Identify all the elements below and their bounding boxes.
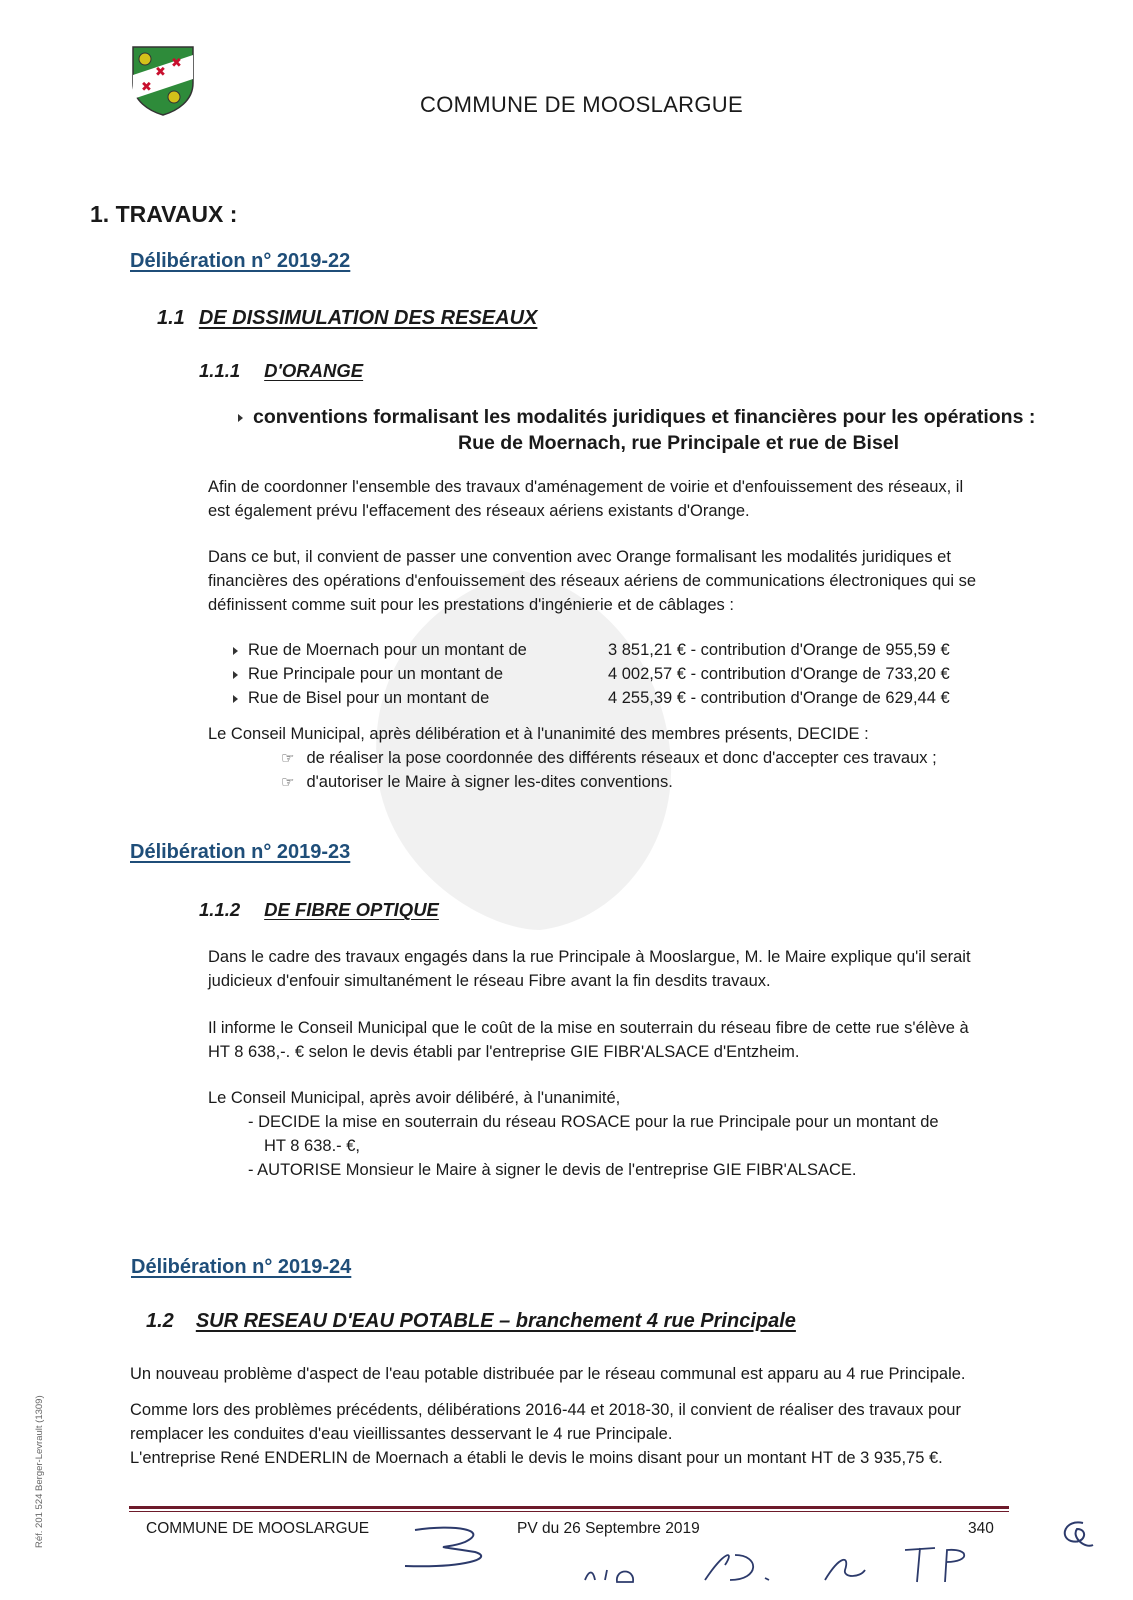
paragraph-line: HT 8 638,-. € selon le devis établi par l'entreprise GIE FIBR'ALSACE d'Entzheim. bbox=[208, 1043, 800, 1061]
paragraph-line: Dans le cadre des travaux engagés dans la rue Principale à Mooslargue, M. le Maire explique qu'il serait bbox=[208, 948, 971, 966]
paragraph-line: judicieux d'enfouir simultanément le réseau Fibre avant la fin desdits travaux. bbox=[208, 972, 771, 990]
decision-intro: Le Conseil Municipal, après avoir délibéré, à l'unanimité, bbox=[208, 1089, 621, 1107]
handwritten-initial-signature bbox=[395, 1522, 505, 1572]
svg-text:✖: ✖ bbox=[141, 80, 152, 95]
pointing-hand-icon: ☞ bbox=[281, 774, 295, 791]
paragraph-line: Afin de coordonner l'ensemble des travaux d'aménagement de voirie et d'enfouissement des réseaux, il bbox=[208, 478, 964, 496]
street-amount-row: Rue de Bisel pour un montant de 4 255,39 € - contribution d'Orange de 629,44 € bbox=[233, 686, 950, 710]
paragraph-line: définissent comme suit pour les prestations d'ingénierie et de câblages : bbox=[208, 596, 734, 614]
street-amount-row: Rue Principale pour un montant de 4 002,57 € - contribution d'Orange de 733,20 € bbox=[233, 662, 950, 686]
footer-pv-date: PV du 26 Septembre 2019 bbox=[517, 1520, 700, 1537]
subsection-number: 1.1 bbox=[157, 307, 185, 329]
side-reference-code: Réf. 201 524 Berger-Levrault (1309) bbox=[34, 1395, 45, 1548]
decision-item: - AUTORISE Monsieur le Maire à signer le devis de l'entreprise GIE FIBR'ALSACE. bbox=[248, 1161, 857, 1179]
footer-commune: COMMUNE DE MOOSLARGUE bbox=[146, 1520, 370, 1537]
subsection-number: 1.1.1 bbox=[199, 360, 241, 381]
footer-divider-thin bbox=[129, 1511, 1009, 1512]
footer-divider bbox=[129, 1506, 1009, 1509]
handwritten-initials-row bbox=[575, 1540, 1015, 1590]
subsection-label: SUR RESEAU D'EAU POTABLE – branchement 4 rue Principale bbox=[195, 1310, 796, 1332]
paragraph-line: est également prévu l'effacement des réseaux aériens existants d'Orange. bbox=[208, 502, 750, 520]
triangle-bullet-icon bbox=[233, 647, 238, 655]
paragraph-line: remplacer les conduites d'eau vieillissantes desservant le 4 rue Principale. bbox=[130, 1425, 673, 1443]
svg-text:✖: ✖ bbox=[171, 56, 182, 71]
subsection-1-1-2-heading bbox=[199, 899, 439, 921]
decision-item: ☞ d'autoriser le Maire à signer les-dites conventions. bbox=[281, 773, 673, 791]
triangle-bullet-icon bbox=[238, 414, 243, 422]
subsection-1-1-heading bbox=[157, 307, 537, 330]
paragraph-line: financières des opérations d'enfouissement des réseaux aériens de communications électroniques qui se bbox=[208, 572, 977, 590]
triangle-bullet-icon bbox=[233, 671, 238, 679]
subsection-1-2-heading bbox=[146, 1310, 796, 1333]
subsection-number: 1.2 bbox=[146, 1310, 174, 1332]
paragraph-line: Il informe le Conseil Municipal que le coût de la mise en souterrain du réseau fibre de cette rue s'élève à bbox=[208, 1019, 969, 1037]
decision-intro: Le Conseil Municipal, après délibération et à l'unanimité des membres présents, DECIDE : bbox=[208, 725, 869, 743]
decision-item: ☞ de réaliser la pose coordonnée des différents réseaux et donc d'accepter ces travaux ; bbox=[281, 749, 937, 767]
deliberation-2019-23-title: Délibération n° 2019-23 bbox=[130, 841, 351, 863]
footer-page-number: 340 bbox=[968, 1520, 994, 1537]
decision-item-continued: HT 8 638.- €, bbox=[264, 1137, 360, 1155]
subsection-label: DE DISSIMULATION DES RESEAUX bbox=[198, 307, 538, 329]
conventions-line-2: Rue de Moernach, rue Principale et rue de Bisel bbox=[458, 432, 900, 454]
conventions-line-1: conventions formalisant les modalités juridiques et financières pour les opérations : bbox=[238, 404, 1035, 430]
street-amount-row: Rue de Moernach pour un montant de 3 851,21 € - contribution d'Orange de 955,59 € bbox=[233, 638, 950, 662]
paragraph-line: Un nouveau problème d'aspect de l'eau potable distribuée par le réseau communal est apparu au 4 rue Principale. bbox=[130, 1365, 966, 1383]
deliberation-2019-22-title: Délibération n° 2019-22 bbox=[130, 250, 351, 272]
paragraph-line: Dans ce but, il convient de passer une convention avec Orange formalisant les modalités juridiques et bbox=[208, 548, 951, 566]
triangle-bullet-icon bbox=[233, 695, 238, 703]
subsection-label: DE FIBRE OPTIQUE bbox=[264, 899, 439, 920]
handwritten-margin-initial bbox=[1055, 1515, 1100, 1560]
pointing-hand-icon: ☞ bbox=[281, 750, 295, 767]
deliberation-2019-24-title: Délibération n° 2019-24 bbox=[131, 1256, 352, 1278]
subsection-1-1-1-heading bbox=[199, 360, 363, 382]
svg-text:✖: ✖ bbox=[155, 65, 166, 80]
decision-item: - DECIDE la mise en souterrain du réseau ROSACE pour la rue Principale pour un montant de bbox=[248, 1113, 939, 1131]
section-title: 1. TRAVAUX : bbox=[90, 201, 238, 227]
subsection-number: 1.1.2 bbox=[199, 899, 241, 920]
commune-title: COMMUNE DE MOOSLARGUE bbox=[420, 92, 743, 117]
paragraph-line: Comme lors des problèmes précédents, délibérations 2016-44 et 2018-30, il convient de réaliser des travaux pour bbox=[130, 1401, 961, 1419]
subsection-label: D'ORANGE bbox=[264, 360, 364, 381]
paragraph-line: L'entreprise René ENDERLIN de Moernach a établi le devis le moins disant pour un montant HT de 3 935,75 €. bbox=[130, 1449, 943, 1467]
